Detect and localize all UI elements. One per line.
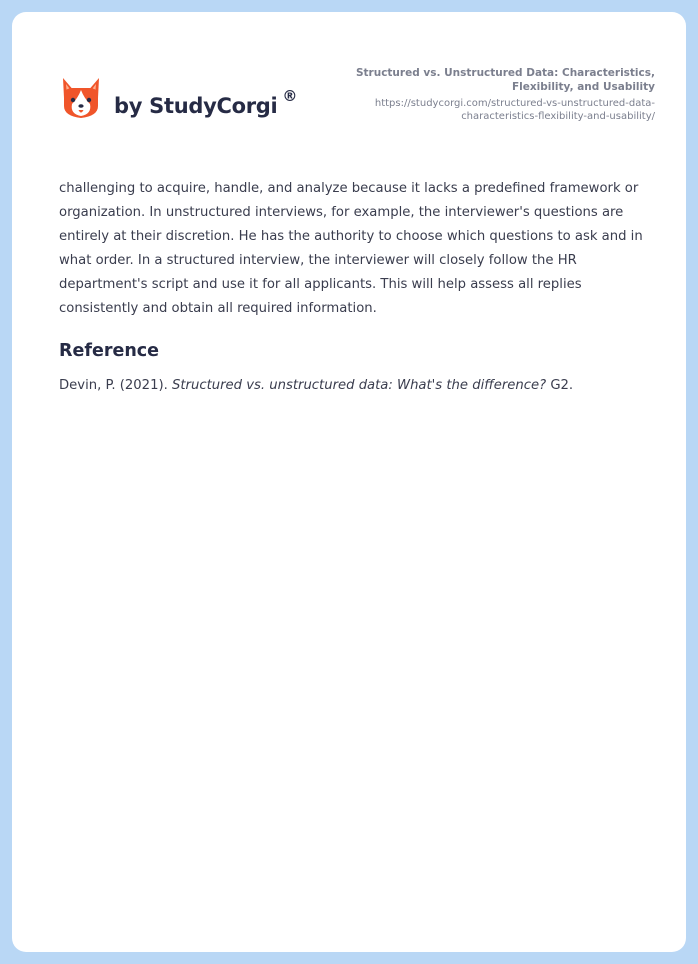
corgi-logo-icon [60, 76, 102, 122]
reference-entry [59, 376, 655, 396]
body-paragraph: challenging to acquire, handle, and analyze because it lacks a predefined framework or organization. In unstructured interviews, for example, the interviewer's questions are entirely at their discretion. He has the authority to choose which questions to ask and in what order. In a structured interview, the interviewer will closely follow the HR department's script and use it for all applicants. This will help assess all replies consistently and obtain all required information. [59, 181, 643, 316]
document-header-info [325, 66, 655, 123]
document-title: Structured vs. Unstructured Data: Characteristics, Flexibility, and Usability [355, 67, 655, 93]
document-url[interactable]: https://studycorgi.com/structured-vs-unstructured-data-characteristics-flexibility-and-usability/ [374, 98, 655, 122]
reference-heading: Reference [59, 341, 160, 361]
reference-title: Structured vs. unstructured data: What's the difference? [172, 378, 547, 393]
registered-mark: ® [282, 86, 298, 105]
brand-name: by StudyCorgi [114, 93, 278, 118]
document-content [59, 177, 655, 396]
reference-source: G2. [550, 378, 574, 393]
studycorgi-logo[interactable] [60, 76, 297, 122]
reference-authors: Devin, P. (2021). [59, 378, 168, 393]
document-page [12, 12, 686, 952]
